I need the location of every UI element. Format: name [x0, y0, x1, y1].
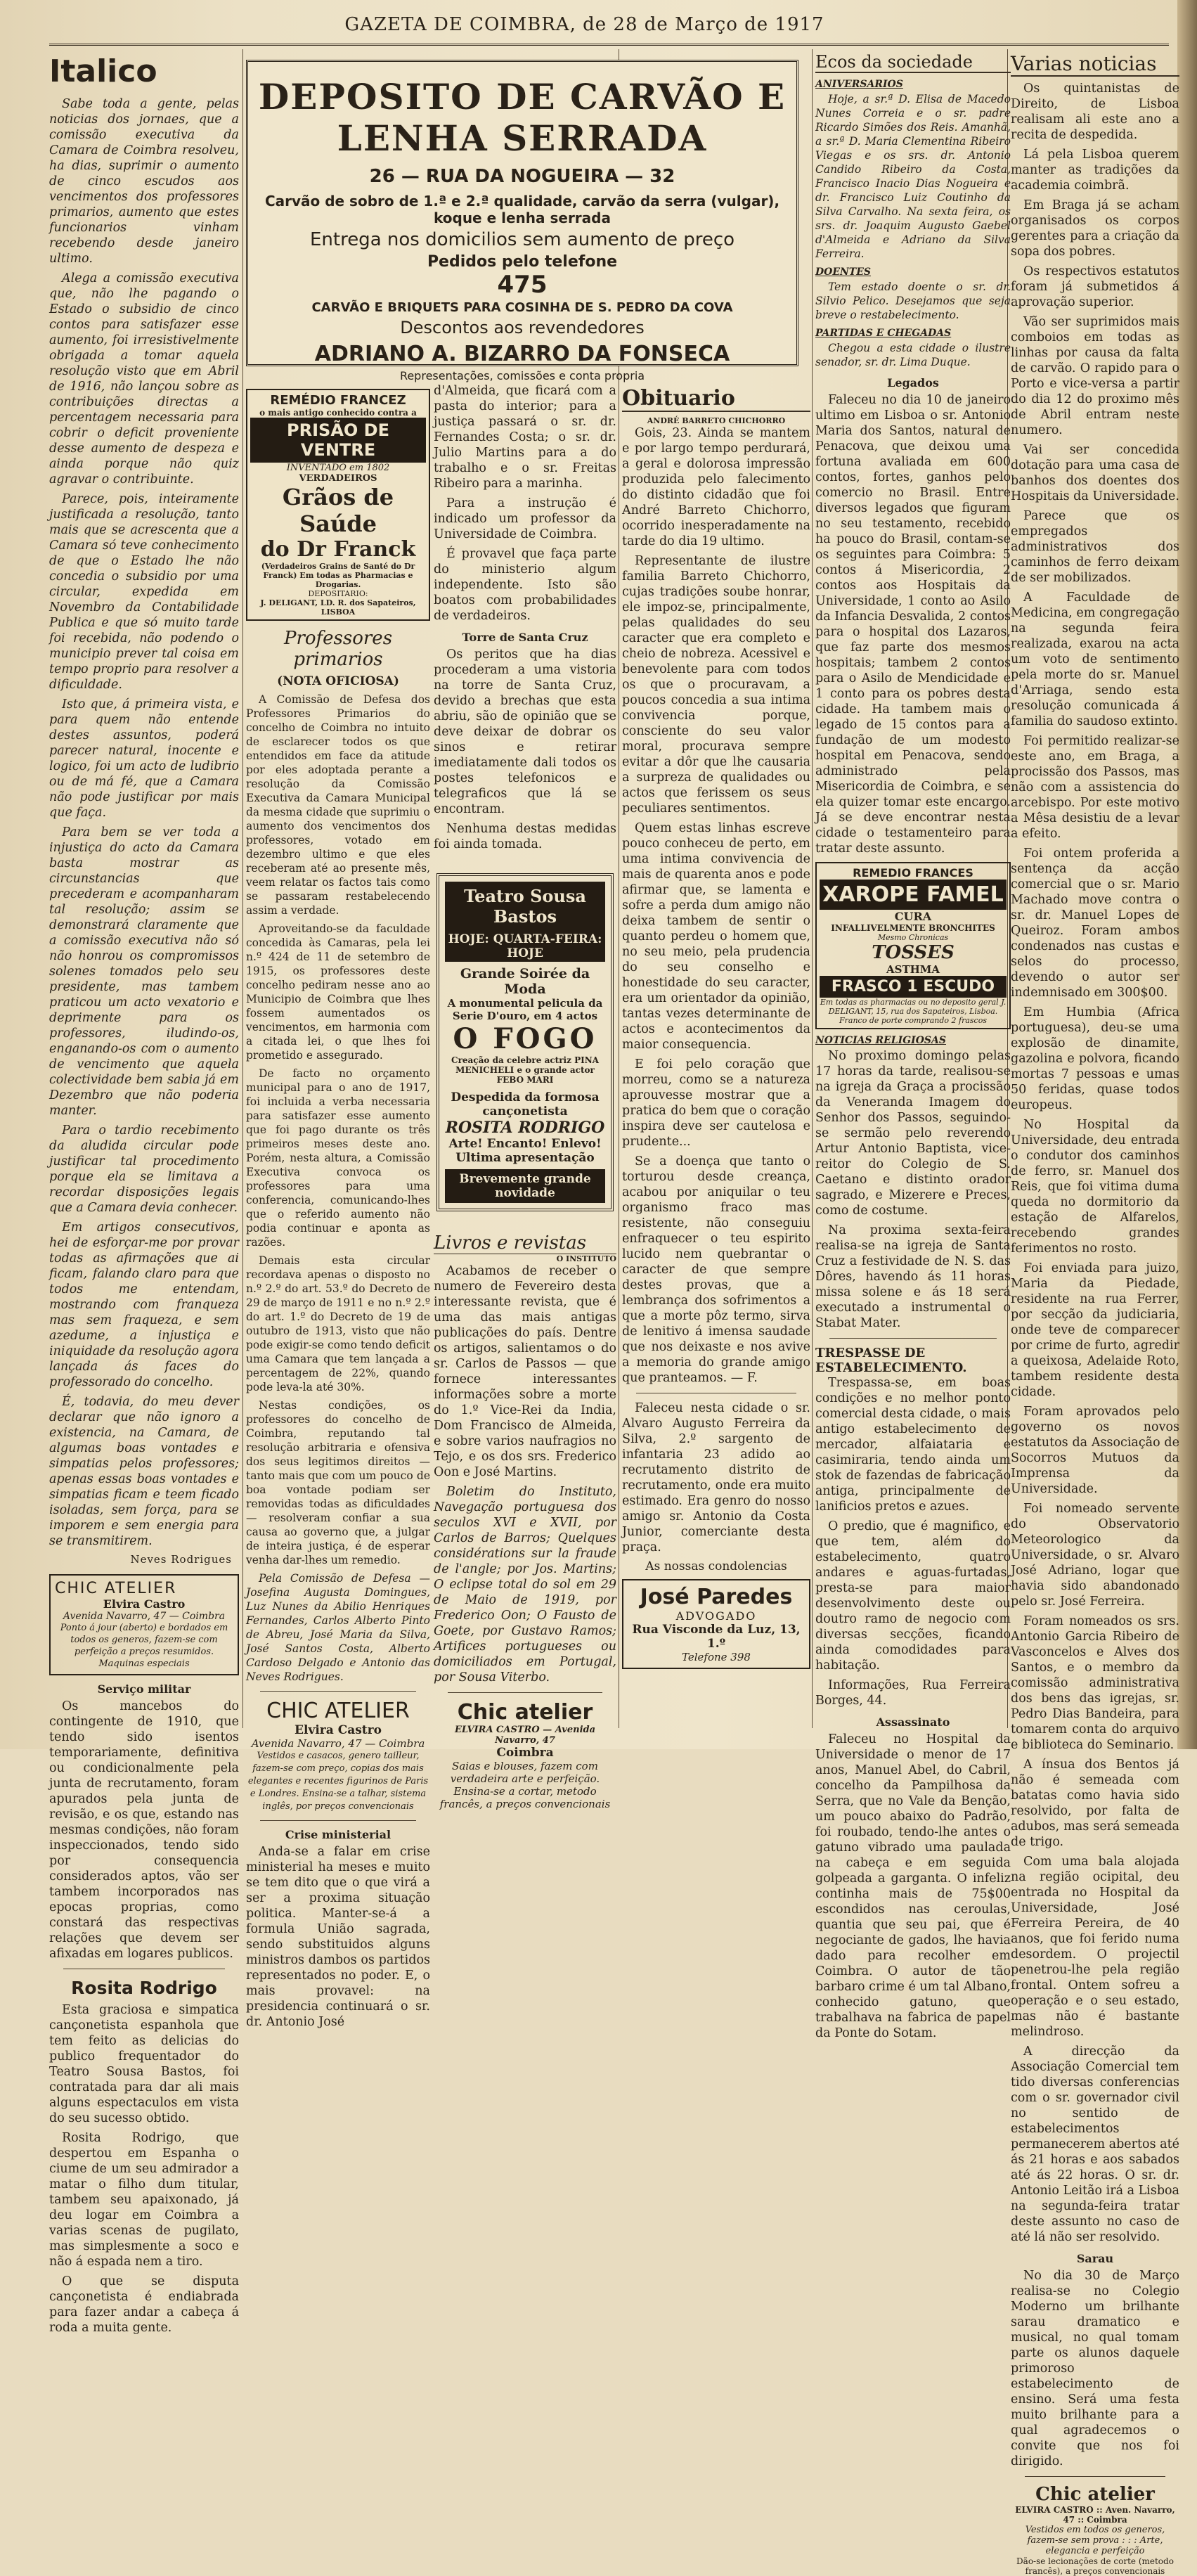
ecos-aniv: Hoje, a sr.ª D. Elisa de Macedo Nunes Correia e o sr. padre Ricardo Simões dos Reis. Amanhã, a sr.ª D. Maria Clementina Ribeiro Viegas e os srs. dr. Antonio Candido Ribeiro da Costa, Francisco Inacio Dias Nogueira e dr. Francisco Luiz Coutinho da Silva Carvalho. Na sexta feira, os srs. dr. Joaquim Augusto Gaebel d'Almeida e Adriano da Silva Ferreira. — [815, 93, 1011, 260]
professores-paragraph: De facto no orçamento municipal para o ano de 1917, foi incluida a verba necessaria para satisfazer esse aumento que foi pago durante os três primeiros meses deste ano. Porém, nesta altura, a Comissão Executiva convoca os professores para uma conferencia, comunicando-lhes que o referido aumento não podia continuar e aponta as razões. — [246, 1067, 430, 1249]
column-6 — [1011, 49, 1179, 2576]
chic-owner: Elvira Castro — [103, 1597, 186, 1611]
rule — [829, 1338, 997, 1339]
torre-text: Nenhuma destas medidas foi ainda tomada. — [434, 822, 616, 851]
rule — [1025, 2476, 1165, 2477]
chic-c6-line: ELVIRA CASTRO :: Aven. Navarro, 47 :: Coimbra — [1015, 2505, 1175, 2525]
varias-item: Vai ser concedida dotação para uma casa de banhos dos doentes dos Hospitais da Universidade. — [1011, 443, 1179, 503]
obituario-falec: Faleceu nesta cidade o sr. Alvaro Augusto Ferreira da Silva, 2.º sargento de infantaria 23 adido ao recrutamento distrito de recrutamento, onde era muito estimado. Era genro do nosso amigo sr. Antonio da Costa Junior, comerciante desta praça. — [622, 1401, 810, 1554]
religiosas-title: NOTICIAS RELIGIOSAS — [815, 1035, 946, 1046]
chic-c6-text: Vestidos em todos os generos, fazem-se sem prova : : : Arte, elegancia e perfeição — [1025, 2525, 1165, 2556]
column-2 — [246, 383, 430, 2029]
chic-atelier-ad-small — [49, 1574, 239, 1675]
carvao-line6: Representações, comissões e conta propria — [399, 369, 645, 382]
varias-item: Os respectivos estatutos foram já submetidos á aprovação superior. — [1011, 264, 1179, 309]
obituario-sub: ANDRÉ BARRETO CHICHORRO — [647, 416, 786, 425]
franck-ad — [246, 389, 430, 621]
teatro-soiree: Grande Soirée da Moda — [460, 966, 590, 997]
paredes-tel: Telefone 398 — [682, 1651, 751, 1663]
professores-paragraph: A Comissão de Defesa dos Professores Primarios do concelho de Coimbra no intuito de esclarecer todos os que entendidos em face da atitude por eles adoptada perante a resolução da Comissão Executiva da Camara Municipal da mesma cidade que suprimiu o aumento dos vencimentos dos professores, votado em dezembro ultimo e que eles receberam até ao presente mês, veem relatar os factos tais como se passaram restabelecendo assim a verdade. — [246, 693, 430, 917]
italico-paragraph: Em artigos consecutivos, hei de esforçar-me por provar todas as afirmações que ai ficam, falando claro para que todos me entendam, mostrando com franqueza mas sem fraqueza, e sem azedume, a injustiça e iniquidade da resolução agora lançada ás faces do professorado do concelho. — [49, 1221, 239, 1389]
varias-item: Lá pela Lisboa querem manter as tradições da academia coimbrã. — [1011, 148, 1179, 193]
varias-list — [1011, 81, 1179, 2245]
chic-c6-text2: Dão-se lecionações de corte (metodo francês), a preços convencionais — [1016, 2556, 1174, 2576]
obituario-paragraph: Representante de ilustre familia Barreto Chichorro, cujas tradições soube honrar, ele impoz-se, principalmente, pelas qualidades do seu caracter que era completo e cheio de nobreza. Acessivel e benevolente para com todos os que o procuravam, a poucos concedia a sua intima convivencia porque, consciente do seu valor moral, procurava sempre evitar a dôr que lhe causaria a surpreza de qualidades ou actos que ferissem os seus peculiares sentimentos. — [622, 554, 810, 816]
professores-signed: Pela Comissão de Defesa — Josefina Augusta Domingues, Luz Nunes da Abilio Henriques Fernandes, Carlos Alberto Pinto de Abreu, José Maria da Silva, José Santos Costa, Alberto Cardoso Delgado e Antonio das Neves Rodrigues. — [246, 1572, 430, 1683]
varias-item: Vão ser suprimidos mais comboios em todas as linhas por causa da falta de carvão. O rapido para o Porto e vice-versa a partir do dia 12 do proximo mês de Abril entram neste numero. — [1011, 315, 1179, 437]
professores-paragraph: Nestas condições, os professores do concelho de Coimbra, reputando tal resolução arbitraria e ofensiva dos seus legitimos direitos — tanto mais que com um pouco de boa vontade podiam ser removidas todas as dificuldades — resolveram confiar a sua causa ao governo que, a julgar de inteira justiça, é de esperar venha dar-lhes um remedio. — [246, 1399, 430, 1566]
italico-paragraph: Para bem se ver toda a injustiça do acto da Camara basta mostrar as circunstancias que precederam e acompanharam tal resolução; assim se demonstrará claramente que a comissão executiva não só não honrou os compromissos solenes tomados pelo seu presidente, mas tambem praticou um acto vexatorio e deprimente para os professores, iludindo-os, enganando-os com o aumento de vencimento que aquela colectividade bem sabia já em Dezembro que não poderia manter. — [49, 825, 239, 1118]
varias-title: Varias noticias — [1011, 52, 1179, 77]
sarau-text: No dia 30 de Março realisa-se no Colegio Moderno um brilhante sarau dramatico e musical, no qual tomam parte os alunos daquele primoroso estabelecimento de ensino. Será uma festa muito brilhante para a qual agradecemos o convite que nos foi dirigido. — [1011, 2269, 1179, 2468]
teatro-desp: Despedida da formosa cançonetista — [451, 1090, 600, 1119]
assassinato-title: Assassinato — [876, 1715, 950, 1729]
column-italico — [49, 49, 239, 2335]
chic-address: Avenida Navarro, 47 — Coimbra — [63, 1611, 226, 1622]
varias-item: Foi enviada para juizo, Maria da Piedade, residente na rua Ferrer, por secção da judiciaria, onde teve de comparecer por crime de furto, agredir a queixosa, Adelaide Roto, tambem residente desta cidade. — [1011, 1261, 1179, 1399]
livros-tag: O INSTITUTO — [556, 1254, 616, 1263]
teatro-title: Teatro Sousa Bastos — [445, 882, 605, 931]
varias-item: Foi permitido realizar-se este ano, em Braga, a procissão dos Passos, mas não com a assistencia do arcebispo. Por este motivo a Mêsa desistiu de a levar a efeito. — [1011, 734, 1179, 841]
varias-item: Em Humbia (Africa portuguesa), deu-se uma explosão de dinamite, gazolina e polvora, ficando mortas 7 pessoas e umas 50 feridas, quase todos europeus. — [1011, 1005, 1179, 1112]
obituario-paragraph: Quem estas linhas escreve pouco conheceu de perto, em uma intima convivencia de mais de quarenta anos e pode afirmar que, se lamenta e sofre a perda dum amigo não deixa tambem de sentir o quanto perdeu o homem que, no seu meio, pela prudencia do seu conselho e honestidade do seu caracter, era um orientador da opinião, tantas vezes determinante de actos e acontecimentos da maior consequencia. — [622, 821, 810, 1052]
col3-continuation: d'Almeida, que ficará com a pasta do interior; para a justiça passará o sr. dr. Fernandes Costa; o sr. dr. Julio Martins para a do trabalho e o sr. Freitas Ribeiro para a marinha. — [434, 384, 616, 491]
italico-paragraph: É, todavia, do meu dever declarar que não ignoro a existencia, na Camara, de algumas boas vontades e simpatias pelos professores; apenas essas boas vontades e simpatias ficam e teem ficado isoladas, sem força, para se imporem e sem energia para se transmitirem. — [49, 1395, 239, 1548]
franck-big: PRISÃO DE VENTRE — [250, 418, 426, 463]
carvao-phone: 475 — [497, 271, 548, 299]
teatro-credit: Creação da celebre actriz PINA MENICHELI e o grande actor FEBO MARI — [451, 1055, 599, 1085]
masthead: GAZETA DE COIMBRA, de 28 de Março de 1917 — [344, 14, 824, 35]
varias-item: No Hospital da Universidade, deu entrada o condutor dos caminhos de ferro, sr. Manuel dos Reis, que foi vitima duma queda no dormitorio da estação de Alfarelos, recebendo grandes ferimentos no rosto. — [1011, 1118, 1179, 1256]
famel-ad — [815, 862, 1011, 1029]
obituario-paragraph: Se a doença que tanto o torturou desde creança, acabou por aniquilar o teu organismo fraco mas resistente, não conseguiu enfraquecer o teu espirito lucido nem quebrantar o caracter de que sempre destes provas, que a lembrança dos sofrimentos a que a morte pôz termo, sirva de lenitivo á imensa saudade que nos deixaste e nos avive a memoria do grande amigo que pranteamos. — F. — [622, 1154, 810, 1385]
servico-text: Os mancebos do contingente de 1910, que tendo sido isentos temporariamente, definitiva ou condicionalmente pela junta de recrutamento, foram apurados pela junta de revisão, e os que, estando nas mesmas condições, não foram inspeccionados, tendo sido por consequencia considerados aptos, vão ser tambem incorporados nas epocas proprias, como constará das respectivas relações que devem ser afixadas em logares publicos. — [49, 1699, 239, 1961]
teatro-brev: Brevemente grande novidade — [445, 1169, 605, 1203]
paredes-addr: Rua Visconde da Luz, 13, 1.º — [632, 1623, 801, 1651]
sarau-title: Sarau — [1076, 2252, 1114, 2265]
teatro-ad — [436, 873, 614, 1211]
crise-text: Anda-se a falar em crise ministerial ha meses e muito se tem dito que o que virá a ser a proxima situação politica. Manter-se-á a formula União sagrada, sendo substituidos alguns ministros dambos os partidos representados no poder. E, o mais provavel: na presidencia continuará o sr. dr. Antonio José — [246, 1845, 430, 2029]
livros-summary: Boletim do Instituto, Navegação portuguesa dos seculos XVI e XVII, por Carlos de Barros; Quelques considérations sur la fraude de l'angle; por Jos. Martins; O eclipse total do sol em 29 de Maio de 1919, por Frederico Oon; O Fausto de Goete, por Gustavo Ramos; Artifices portugueses ou domiciliados em Portugal, por Sousa Viterbo. — [434, 1485, 616, 1685]
chic-title: CHIC ATELIER — [55, 1580, 177, 1597]
torre-text: Os peritos que ha dias procederam a uma vistoria na torre de Santa Cruz, devido a brechas que esta abriu, são de opinião que se deve deixar de dobrar os sinos e retirar imediatamente dali todos os postes telefonicos e telegraficos que lá se encontram. — [434, 648, 616, 816]
famel-asthma: ASTHMA — [886, 963, 940, 976]
carvao-owner: ADRIANO A. BIZARRO DA FONSECA — [314, 342, 730, 366]
italico-paragraph: Parece, pois, inteiramente justificada a resolução, tanto mais que se acrescenta que a Camara só teve conhecimento de que o Estado lhe não concedia o subsidio por uma circular, expedida em Novembro da Contabilidade Publica e que só muito tarde foi recebida, não podendo o municipio prever tal coisa em tempo proprio para resolver a dificuldade. — [49, 492, 239, 692]
paredes-role: ADVOGADO — [675, 1609, 757, 1623]
chic-text: Ponto á jour (aberto) e bordados em todos os generos, fazem-se com perfeição a preços resumidos. Maquinas especiais — [60, 1623, 228, 1669]
ecos-title: Ecos da sociedade — [815, 52, 1011, 73]
teatro-rosita: ROSITA RODRIGO — [445, 1119, 605, 1137]
livros-text: Acabamos de receber o numero de Fevereiro desta interessante revista, que é uma das mais antigas publicações do país. Dentre os artigos, salientamos o do sr. Carlos de Passos — que fornece interessantes informações sobre a morte do 1.º Vice-Rei da India, Dom Francisco de Almeida, e sobre varios naufragios no Tejo, e os dos srs. Frederico Oon e José Martins. — [434, 1264, 616, 1479]
column-4 — [622, 383, 810, 1728]
chic-c3-title: Chic atelier — [457, 1700, 593, 1725]
carvao-address: 26 — RUA DA NOGUEIRA — 32 — [369, 166, 675, 187]
trespasse-addr: Informações, Rua Ferreira Borges, 44. — [815, 1678, 1011, 1708]
ecos-doentes-heading: DOENTES — [815, 266, 872, 278]
teatro-ultima: Ultima apresentação — [455, 1151, 595, 1165]
chic-mid-text: Vestidos e casacos, genero tailleur, fazem-se com preço, copias dos mais elegantes e recentes figurinos de Paris e Londres. Ensina-se a talhar, sistema inglês, por preços convencionais — [247, 1751, 429, 1812]
carvao-ad — [246, 60, 798, 382]
teatro-fogo: O FOGO — [453, 1022, 597, 1055]
franck-dr: do Dr Franck — [260, 537, 416, 562]
obituario-pesames: As nossas condolencias — [645, 1559, 787, 1573]
teatro-arte: Arte! Encanto! Enlevo! — [448, 1137, 602, 1151]
livros-title: Livros e revistas — [434, 1232, 616, 1254]
legados-text: Faleceu no dia 10 de janeiro ultimo em Lisboa o sr. Antonio Maria dos Santos, natural de Penacova, que deixou uma fortuna avaliada em 600 contos, fortes, ganhos pelo comercio no Brasil. Entre diversos legados que figuram no seu testamento, recebido ha pouco do Brasil, contam-se os seguintes para Coimbra: 5 contos á Misericordia, 2 contos aos Hospitais da Universidade, 1 conto ao Asilo da Infancia Desvalida, 2 contos para o hospital dos Lazaros, que faz parte dos mesmos hospitais; tambem 2 contos para o Asilo de Mendicidade e 1 conto para os pobres desta cidade. Ha tambem mais o legado de 15 contos para a fundação de um modesto hospital em Penacova, sendo administrado pela Misericordia de Coimbra, e se ela quizer tomar este encargo. Já se deve encontrar nesta cidade o testamenteiro para tratar deste assunto. — [815, 393, 1011, 856]
assassinato-text: Faleceu no Hospital da Universidade o menor de 17 anos, Manuel Abel, do Cabril, concelho da Pampilhosa da Serra, que no Vale da Benção, um pouco abaixo do Padrão, foi roubado, tendo-lhe antes o gatuno vibrado uma paulada na cabeça e em seguida golpeada a garganta. O infeliz continha mais de 75$00 escondidos nas ceroulas, quantia que seu pai, que é negociante de gados, lhe havia dado para recolher em Coimbra. O autor de tão barbaro crime é um tal Albano, conhecido gatuno, que trabalhava na fabrica de papel da Ponte do Sotam. — [815, 1732, 1011, 2040]
obituario-paragraph: E foi pelo coração que morreu, como se a natureza aprouvesse mostrar que a pratica do bem que o coração inspira deve ser cautelosa e prudente... — [622, 1057, 810, 1149]
column-3 — [434, 383, 616, 1810]
carvao-line2: Entrega nos domicilios sem aumento de preço — [309, 229, 735, 250]
religiosas-text: Na proxima sexta-feira realisa-se na igreja de Santa Cruz a festividade de N. S. das Dôres, havendo ás 11 horas missa solene e ás 18 será executado a instrumental o Stabat Mater. — [815, 1223, 1011, 1330]
franck-sub: o mais antigo conhecido contra a — [259, 408, 417, 418]
franck-addr: J. DELIGANT, LD. R. dos Sapateiros, LISBOA — [260, 598, 416, 617]
famel-chron: Mesmo Chronicas — [877, 933, 949, 942]
carvao-line3: Pedidos pelo telefone — [427, 253, 618, 271]
varias-item: Os quintanistas de Direito, de Lisboa realisam ali este ano a recita de despedida. — [1011, 82, 1179, 142]
varias-item: A Faculdade de Medicina, em congregação na segunda feira realizada, exarou na acta um voto de sentimento pela morte do sr. Manuel d'Arriaga, sendo esta resolução comunicada á familia do saudoso extinto. — [1011, 591, 1179, 728]
rosita-title: Rosita Rodrigo — [71, 1978, 217, 1998]
famel-dep: Em todas as pharmacias ou no deposito geral J. DELIGANT, 15, rua dos Sapateiros, Lisboa. Franco de porte comprando 2 frascos — [820, 998, 1007, 1025]
professores-paragraph: Demais esta circular recordava apenas o disposto no n.º 2.º do art. 53.º do Decreto de 29 de março de 1911 e no n.º 2.º do art. 1.º do Decreto de 19 de outubro de 1913, visto que não pode exigir-se como tendo deficit uma Camara que tem lançada a percentagem de 22%, quando pode leva-la até 30%. — [246, 1254, 430, 1393]
franck-top: REMÉDIO FRANCEZ — [270, 393, 406, 408]
famel-cura: CURA — [894, 910, 932, 923]
varias-item: Foram nomeados os srs. Antonio Garcia Ribeiro de Vasconcelos e Alves dos Santos, e o membro da comissão administrativa dos bens das igrejas, sr. Pedro Dias Bandeira, para tomarem conta do arquivo e biblioteca do Seminario. — [1011, 1614, 1179, 1752]
trespasse-text: O predio, que é magnifico, e que tem, além do estabelecimento, quatro andares e aguas-furtadas, presta-se para maior desenvolvimento deste ou doutro ramo de negocio com diversas secções, ficando ainda comodidades para habitação. — [815, 1519, 1011, 1673]
varias-item: Parece que os empregados administrativos dos caminhos de ferro deixam de ser mobilizados. — [1011, 509, 1179, 585]
carvao-line1: Carvão de sobro de 1.ª e 2.ª qualidade, carvão da serra (vulgar), koque e lenha serrada — [264, 193, 780, 226]
italico-paragraph: Para o tardio recebimento da aludida circular pode justificar tal procedimento porque ela se limitava a recordar disposições legais que a Camara devia conhecer. — [49, 1123, 239, 1215]
franck-inv: INVENTADO em 1802 — [286, 463, 390, 473]
chic-c3-text: Saias e blouses, fazem com verdadeira arte e perfeição. Ensina-se a cortar, metodo francês, a preços convencionais — [439, 1760, 611, 1810]
obituario-title: Obituario — [622, 386, 810, 412]
teatro-day: HOJE: QUARTA-FEIRA: HOJE — [445, 931, 605, 962]
professores-title: Professores primarios — [283, 628, 393, 670]
rosita-paragraph: Esta graciosa e simpatica cançonetista espanhola que tem feito as delicias do publico frequentador do Teatro Sousa Bastos, foi contratada para dar ali mais alguns espectaculos em vista do seu sucesso obtido. — [49, 2003, 239, 2125]
crise-title: Crise ministerial — [285, 1828, 392, 1841]
column-5 — [815, 49, 1011, 2040]
carvao-title: DEPOSITO DE CARVÃO E LENHA SERRADA — [258, 76, 787, 159]
professores-paragraph: Aproveitando-se da faculdade concedida às Camaras, pela lei n.º 424 de 11 de setembro de 1915, os professores deste concelho pediram nesse ano ao Municipio de Coimbra que lhes fossem aumentados os vencimentos, em harmonia com a citada lei, o que lhes foi prometido e assegurado. — [246, 922, 430, 1062]
varias-item: Foram aprovados pelo governo os novos estatutos da Associação de Socorros Mutuos da Imprensa da Universidade. — [1011, 1405, 1179, 1496]
chic-c3-line: ELVIRA CASTRO — Avenida Navarro, 47 — [454, 1725, 596, 1746]
chic-mid-title: CHIC ATELIER — [266, 1699, 410, 1723]
column-divider — [812, 49, 813, 1728]
rosita-paragraph: O que se disputa cançonetista é endiabrada para fazer andar a cabeça á roda a muita gente. — [49, 2274, 239, 2335]
carvao-line4: CARVÃO E BRIQUETS PARA COSINHA DE S. PEDRO DA COVA — [311, 300, 733, 315]
carvao-line5: Descontos aos revendedores — [400, 318, 645, 337]
servico-title: Serviço militar — [97, 1682, 191, 1696]
famel-name: XAROPE FAMEL — [820, 880, 1007, 910]
ecos-aniv-heading: ANIVERSARIOS — [815, 79, 903, 90]
paredes-name: José Paredes — [640, 1585, 793, 1609]
italico-title: Italico — [49, 53, 157, 89]
italico-paragraph: Alega a comissão executiva que, não lhe pagando o Estado o subsidio de cinco contos para satisfazer esse aumento, foi irresistivelmente obrigada a tomar aquela resolução visto que em Abril de 1916, não lançou sobre as contribuições directas a percentagem necessaria para cobrir o deficit proveniente desse aumento de despeza e ainda porque não quiz agravar o contribuinte. — [49, 271, 239, 487]
ecos-part: Chegou a esta cidade o ilustre senador, sr. dr. Lima Duque. — [815, 342, 1011, 368]
varias-item: A direcção da Associação Comercial tem tido diversas conferencias com o sr. governador civil no sentido de estabelecimentos permanecerem abertos até ás 21 horas e aos sabados até ás 22 horas. O sr. dr. Antonio Leitão irá a Lisboa na segunda-feira tratar deste assunto no caso de até lá não ser resolvido. — [1011, 2044, 1179, 2244]
franck-graos: Grãos de Saúde — [282, 484, 394, 537]
rule — [260, 1820, 416, 1821]
rule — [260, 1691, 416, 1692]
varias-item: Foi nomeado servente do Observatorio Meteorologico da Universidade, o sr. Alvaro José Adriano, logar que havia sido abandonado pelo sr. José Ferreira. — [1011, 1502, 1179, 1609]
ecos-doentes: Tem estado doente o sr. dr. Silvio Pelico. Desejamos que seja breve o restabelecimento. — [815, 281, 1011, 321]
paredes-ad — [622, 1579, 810, 1669]
rosita-paragraph: Rosita Rodrigo, que despertou em Espanha o ciume de um seu admirador a matar o filho dum titular, tambem seu apaixonado, já deu logar em Coimbra a varias scenas de pugilato, mas simplesmente a soco e não á espada nem a tiro. — [49, 2131, 239, 2269]
italico-paragraph: Sabe toda a gente, pelas noticias dos jornaes, que a comissão executiva da Camara de Coimbra resolveu, ha dias, suprimir o aumento de cinco escudos aos vencimentos dos professores primarios, aumento que estes funcionarios vinham recebendo desde janeiro ultimo. — [49, 97, 239, 266]
page-edge — [1177, 0, 1197, 1749]
varias-item: A ínsua dos Bentos já não é semeada com batatas como havia sido resolvido, por falta de adubos, mas será semeada de trigo. — [1011, 1758, 1179, 1849]
varias-item: Com uma bala alojada na região ocipital, deu entrada no Hospital da Universidade, José Ferreira Pereira, de 40 anos, que foi ferido numa desordem. O projectil penetrou-lhe pela região frontal. Ontem sofreu a operação e o seu estado, mas não é bastante melindroso. — [1011, 1855, 1179, 2039]
rule — [448, 1692, 602, 1693]
legados-title: Legados — [887, 376, 939, 389]
obituario-paragraph: Gois, 23. Ainda se mantem e por largo tempo perdurará, a geral e dolorosa impressão produzida pelo falecimento do distinto cidadão que foi André Barreto Chichorro, ocorrido inesperadamente na tarde do dia 19 ultimo. — [622, 426, 810, 548]
famel-tosses: TOSSES — [872, 942, 955, 963]
famel-frasco: FRASCO 1 ESCUDO — [820, 976, 1007, 998]
trespasse-title: TRESPASSE DE ESTABELECIMENTO. — [815, 1346, 967, 1375]
italico-paragraph: Isto que, á primeira vista, e para quem não entende destes assuntos, poderá parecer natural, inocente e logico, foi um acto de ludibrio ou de má fé, que a Camara não pode justificar por mais que faça. — [49, 697, 239, 820]
chic-c3-city: Coimbra — [496, 1746, 554, 1760]
varias-item: Foi ontem proferida a sentença da acção comercial que o sr. Mario Machado move contra o sr. dr. Manuel Lopes de Queiroz. Foram ambos condenados nas custas e selos do processo, devendo o autor ser indemnisado em 300$00. — [1011, 846, 1179, 1000]
chic-c6-title: Chic atelier — [1035, 2484, 1155, 2505]
ecos-part-heading: PARTIDAS E CHEGADAS — [815, 328, 952, 339]
column-divider — [242, 49, 243, 1728]
religiosas-text: No proximo domingo pelas 17 horas da tarde, realisou-se na igreja da Graça a procissão da Veneranda Imagem do Senhor dos Passos, seguindo-se sermão pelo reverendo Artur Antonio Baptista, vice-reitor do Colegio de S. Caetano e distinto orador sagrado, e Mizerere e Preces, como de costume. — [815, 1049, 1011, 1218]
franck-small: (Verdadeiros Grains de Santé do Dr Franck) Em todas as Pharmacias e Drogarias. — [261, 562, 415, 589]
professores-subtitle: (NOTA OFICIOSA) — [277, 674, 399, 688]
varias-item: Em Braga já se acham organisados os corpos gerentes para a criação da sopa dos pobres. — [1011, 198, 1179, 259]
teatro-film: A monumental pelicula da Serie D'ouro, em 4 actos — [447, 997, 603, 1022]
famel-top: REMEDIO FRANCES — [853, 866, 973, 880]
trespasse-text: Trespassa-se, em boas condições e no melhor ponto comercial desta cidade, o mais antigo estabelecimento de mercador, alfaiataria e casimiraria, tendo ainda um stok de fazendas de fabricação antiga, principalmente de lanificios pretos e azues. — [815, 1376, 1011, 1514]
italico-signature: Neves Rodrigues — [130, 1553, 232, 1566]
famel-bron: INFALLIVELMENTE BRONCHITES — [831, 923, 995, 933]
masthead-rule — [49, 44, 1169, 46]
torre-title: Torre de Santa Cruz — [462, 631, 588, 644]
col3-continuation: Para a instrução é indicado um professor da Universidade de Coimbra. — [434, 496, 616, 541]
col3-continuation: É provavel que faça parte do ministerio algum independente. Isto são boatos com probabilidades de verdadeiros. — [434, 547, 616, 623]
chic-mid-owner: Elvira Castro — [295, 1723, 382, 1737]
franck-dep: DEPOSITARIO: — [308, 589, 368, 598]
chic-mid-address: Avenida Navarro, 47 — Coimbra — [251, 1737, 425, 1750]
franck-ver: VERDADEIROS — [299, 473, 377, 484]
